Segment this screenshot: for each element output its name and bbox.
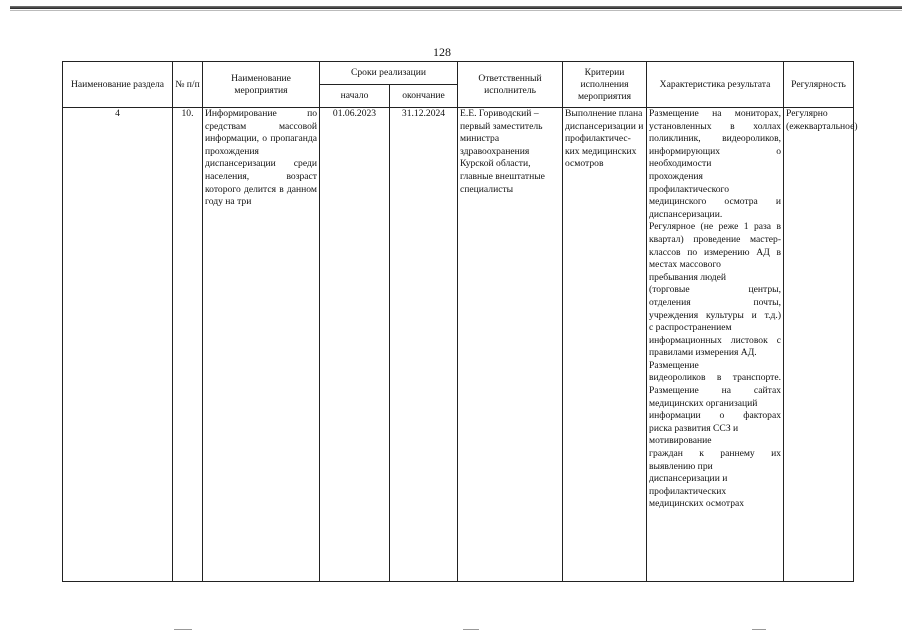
result-line: граждан к раннему их [649,448,782,460]
table-row [63,108,854,582]
result-line: квартал) проведение мастер- [649,233,782,245]
result-line: установленных в холлах [649,120,782,132]
result-line: с распространением [649,322,732,334]
header-criteria: Критерии исполнения мероприятия [563,62,647,108]
result-line: риска развития ССЗ и [649,422,739,434]
result-line: местах массового [649,259,721,271]
scan-mark [174,629,192,630]
header-start: начало [320,85,390,108]
cell-criteria: Выполнение плана диспансеризации и профилактичес-ких медицинских осмотров [563,108,647,582]
header-regularity: Регулярность [784,62,854,108]
result-line: Размещение [649,359,699,371]
cell-start: 01.06.2023 [320,108,390,582]
header-timeframe: Сроки реализации [320,62,458,85]
result-line: медицинских осмотрах [649,498,745,510]
result-line: профилактического [649,183,730,195]
result-line: поликлиник, видеороликов, [649,133,782,145]
result-line: Размещение на сайтах [649,385,782,397]
scan-mark [463,629,479,630]
result-line: медицинского осмотра и [649,196,782,208]
header-section: Наименование раздела [63,62,173,108]
header-end: окончание [390,85,458,108]
result-line: информации о факторах [649,410,782,422]
result-line: Размещение на мониторах, [649,108,782,119]
cell-result [647,108,784,582]
result-line: учреждения культуры и т.д.) [649,309,782,321]
result-line: отделения почты, [649,296,782,308]
result-line: мотивирование [649,435,712,447]
result-line: информирующих о [649,145,782,157]
result-line: (торговые центры, [649,284,782,296]
cell-end: 31.12.2024 [390,108,458,582]
result-line: информационных листовок с [649,334,782,346]
result-text [649,108,781,511]
cell-number: 10. [173,108,203,582]
header-result: Характеристика результата [647,62,784,108]
result-line: Регулярное (не реже 1 раза в [649,221,782,233]
activity-table [62,61,858,582]
result-line: медицинских организаций [649,397,758,409]
header-row [63,62,854,85]
result-line: профилактических [649,485,727,497]
scan-top-border [10,6,902,9]
result-line: пребывания людей [649,271,727,283]
result-line: диспансеризации. [649,208,723,220]
cell-executor: Е.Е. Гоpиводский – первый заместитель министра здравоохранения Курской области, главные внештатные специалисты [458,108,563,582]
header-executor: Ответственный исполнитель [458,62,563,108]
header-event: Наименование мероприятия [203,62,320,108]
page-number: 128 [433,45,451,59]
cell-section: 4 [63,108,173,582]
scan-mark [752,629,766,630]
result-line: необходимости [649,158,712,170]
result-line: правилами измерения АД. [649,347,757,359]
scan-top-border-shadow [10,10,902,11]
result-line: прохождения [649,170,703,182]
cell-regularity: Регулярно (ежеквартальное) [784,108,854,582]
cell-event: Информирование по средствам массовой информации, о пропаганда прохождения диспансеризации среди населения, возраст которого делится в данном году на три [203,108,320,582]
result-line: классов по измерению АД в [649,246,782,258]
result-line: диспансеризации и [649,473,728,485]
result-line: видеороликов в транспорте. [649,372,782,384]
result-line: выявлению при [649,460,713,472]
header-number: № п/п [173,62,203,108]
